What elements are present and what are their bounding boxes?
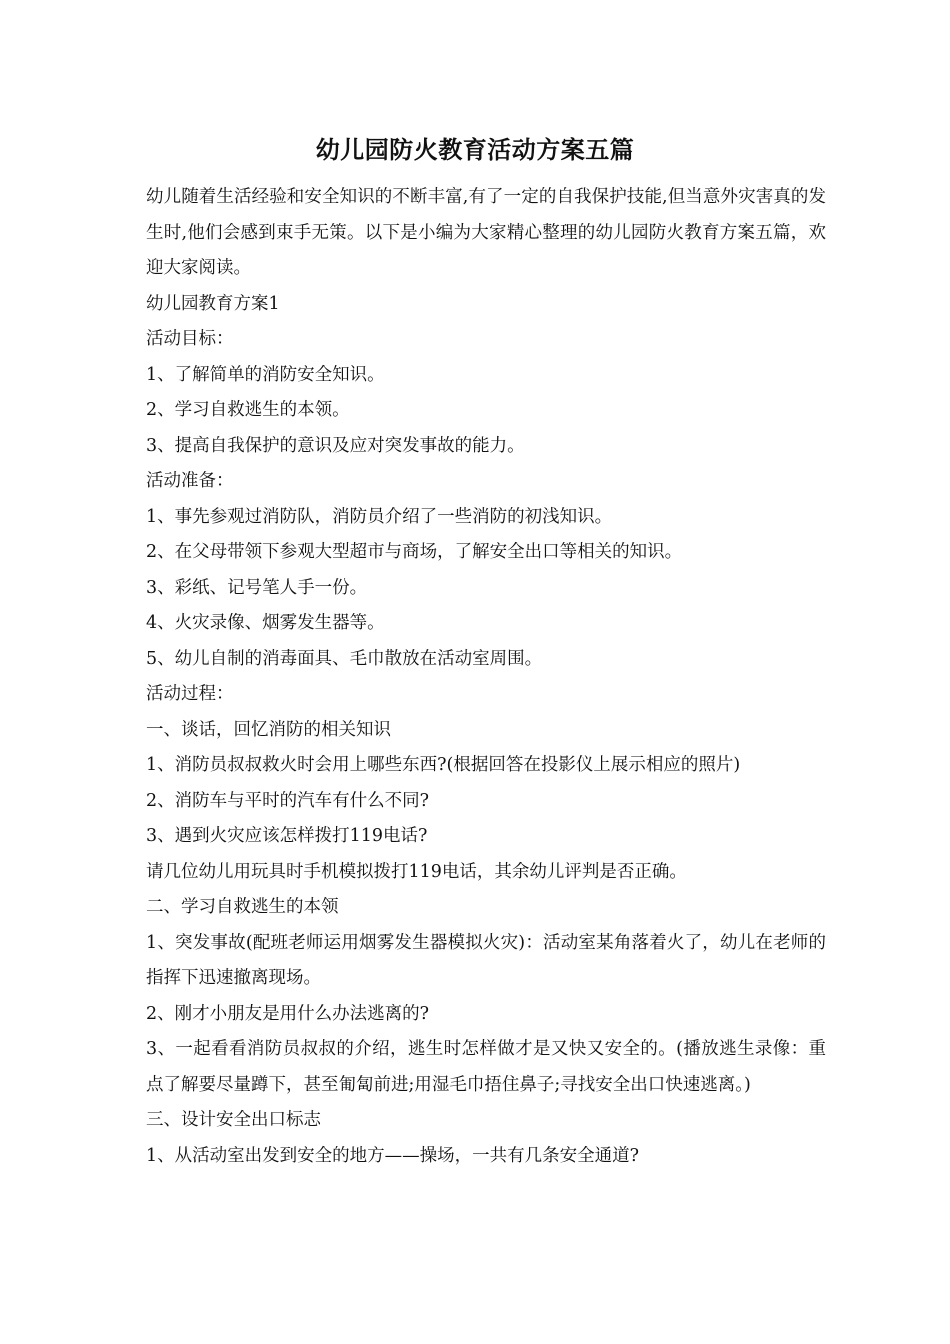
heading-activity-goals: 活动目标： [146, 329, 234, 349]
document-title: 幼儿园防火教育活动方案五篇 [315, 135, 635, 164]
process-step-3-item-1: 1、从活动室出发到安全的地方——操场，一共有几条安全通道? [146, 1145, 640, 1166]
section-heading-plan-1: 幼儿园教育方案1 [146, 293, 280, 314]
process-step-1-note: 请几位幼儿用玩具时手机模拟拨打119电话，其余幼儿评判是否正确。 [146, 861, 687, 882]
process-step-2-heading: 二、学习自救逃生的本领 [146, 897, 339, 917]
process-step-1-item-3: 3、遇到火灾应该怎样拨打119电话? [146, 826, 428, 846]
preparation-item-3: 3、彩纸、记号笔人手一份。 [146, 577, 368, 598]
preparation-item-5: 5、幼儿自制的消毒面具、毛巾散放在活动室周围。 [146, 648, 543, 669]
document-body [146, 180, 826, 1174]
intro-paragraph: 幼儿随着生活经验和安全知识的不断丰富,有了一定的自我保护技能,但当意外灾害真的发生时,他们会感到束手无策。以下是小编为大家精心整理的幼儿园防火教育方案五篇，欢迎大家阅读。 [146, 187, 826, 278]
heading-activity-process: 活动过程： [146, 684, 234, 704]
process-step-1-item-1: 1、消防员叔叔救火时会用上哪些东西?(根据回答在投影仪上展示相应的照片) [146, 755, 741, 775]
process-step-3-heading: 三、设计安全出口标志 [146, 1110, 321, 1130]
goal-item-2: 2、学习自救逃生的本领。 [146, 400, 350, 420]
goal-item-3: 3、提高自我保护的意识及应对突发事故的能力。 [146, 435, 525, 456]
preparation-item-1: 1、事先参观过消防队，消防员介绍了一些消防的初浅知识。 [146, 506, 613, 527]
heading-activity-preparation: 活动准备： [146, 471, 234, 491]
goal-item-1: 1、了解简单的消防安全知识。 [146, 364, 385, 385]
process-step-1-item-2: 2、消防车与平时的汽车有什么不同? [146, 790, 430, 811]
process-step-2-item-2: 2、刚才小朋友是用什么办法逃离的? [146, 1003, 430, 1024]
process-step-2-item-1: 1、突发事故(配班老师运用烟雾发生器模拟火灾)：活动室某角落着火了，幼儿在老师的指挥下迅速撤离现场。 [146, 932, 826, 988]
process-step-1-heading: 一、谈话，回忆消防的相关知识 [146, 719, 391, 740]
process-step-2-item-3: 3、一起看看消防员叔叔的介绍，逃生时怎样做才是又快又安全的。(播放逃生录像：重点了解要尽量蹲下，甚至匍匐前进;用湿毛巾捂住鼻子;寻找安全出口快速逃离。) [146, 1039, 826, 1095]
preparation-item-4: 4、火灾录像、烟雾发生器等。 [146, 613, 385, 633]
preparation-item-2: 2、在父母带领下参观大型超市与商场，了解安全出口等相关的知识。 [146, 542, 683, 562]
